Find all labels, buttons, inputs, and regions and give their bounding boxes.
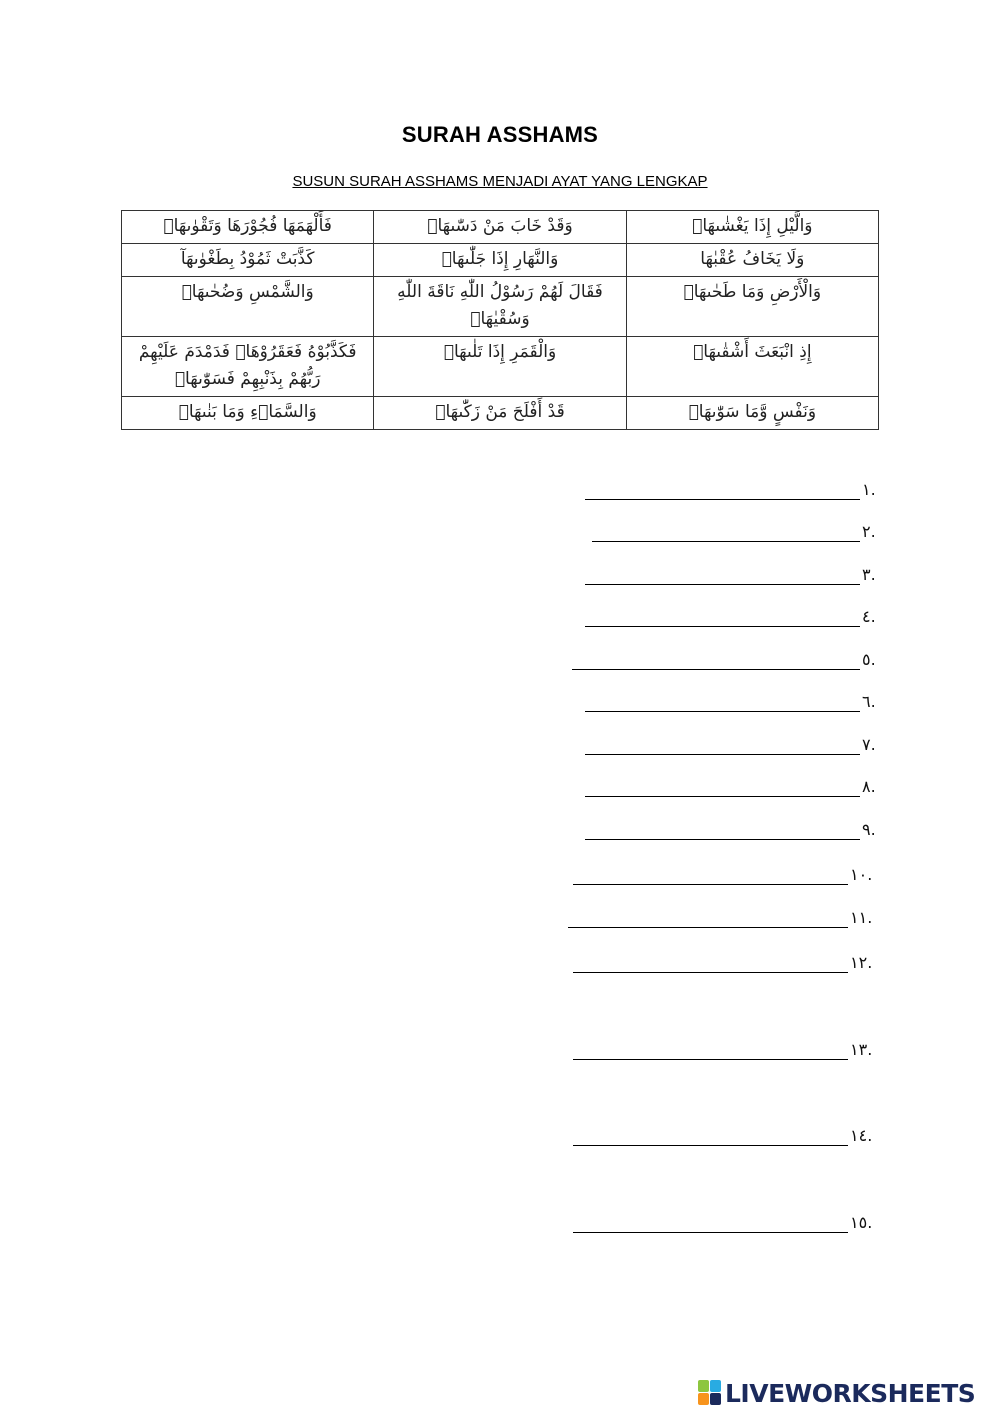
answer-line-5 bbox=[572, 650, 876, 670]
verse-cell[interactable]: وَالْقَمَرِ إِذَا تَلٰىهَاۖ bbox=[374, 337, 626, 397]
verse-cell[interactable]: كَذَّبَتْ ثَمُوْدُ بِطَغْوٰىهَآ bbox=[122, 244, 374, 277]
answer-line-7 bbox=[585, 735, 876, 755]
verse-cell[interactable]: فَأَلْهَمَهَا فُجُوْرَهَا وَتَقْوٰىهَاۖ bbox=[122, 211, 374, 244]
verse-cell[interactable]: وَقَدْ خَابَ مَنْ دَسّٰىهَاۗ bbox=[374, 211, 626, 244]
answer-blank-12[interactable] bbox=[573, 954, 848, 973]
verse-cell[interactable]: قَدْ أَفْلَحَ مَنْ زَكّٰىهَاۖ bbox=[374, 397, 626, 430]
answer-blank-5[interactable] bbox=[572, 651, 860, 670]
answer-blank-13[interactable] bbox=[573, 1041, 848, 1060]
answer-line-10 bbox=[573, 865, 872, 885]
answer-blank-1[interactable] bbox=[585, 481, 860, 500]
verse-cell[interactable]: فَقَالَ لَهُمْ رَسُوْلُ اللّٰهِ نَاقَةَ اللّٰهِ وَسُقْيٰهَاۗ bbox=[374, 277, 626, 337]
answer-line-13 bbox=[573, 1040, 872, 1060]
answer-line-12 bbox=[573, 953, 872, 973]
answer-number: ١. bbox=[862, 480, 876, 499]
instruction-text: SUSUN SURAH ASSHAMS MENJADI AYAT YANG LENGKAP bbox=[292, 173, 708, 190]
answer-blank-11[interactable] bbox=[568, 909, 848, 928]
answer-number: ١٢. bbox=[850, 953, 873, 972]
answer-number: ١١. bbox=[850, 908, 873, 927]
answer-blank-15[interactable] bbox=[573, 1214, 848, 1233]
verse-cell[interactable]: فَكَذَّبُوْهُ فَعَقَرُوْهَاۖ فَدَمْدَمَ عَلَيْهِمْ رَبُّهُمْ بِذَنْبِهِمْ فَسَوّٰىهَاۖ bbox=[122, 337, 374, 397]
answer-number: ٤. bbox=[862, 607, 876, 626]
answer-number: ٥. bbox=[862, 650, 876, 669]
answer-line-1 bbox=[585, 480, 876, 500]
answer-blank-6[interactable] bbox=[585, 693, 860, 712]
answer-line-2 bbox=[592, 522, 876, 542]
answer-number: ٩. bbox=[862, 820, 876, 839]
answer-line-6 bbox=[585, 692, 876, 712]
answer-line-14 bbox=[573, 1126, 872, 1146]
liveworksheets-logo-icon bbox=[698, 1380, 722, 1406]
answer-line-3 bbox=[585, 565, 876, 585]
verse-cell[interactable]: وَالْأَرْضِ وَمَا طَحٰىهَاۖ bbox=[626, 277, 878, 337]
answer-number: ٦. bbox=[862, 692, 876, 711]
page-title: SURAH ASSHAMS bbox=[401, 122, 599, 147]
answer-number: ٣. bbox=[862, 565, 876, 584]
verse-cell[interactable]: وَالَّيْلِ إِذَا يَغْشٰىهَاۖ bbox=[626, 211, 878, 244]
brand-name: LIVEWORKSHEETS bbox=[725, 1378, 976, 1408]
answer-blank-10[interactable] bbox=[573, 866, 848, 885]
answer-line-9 bbox=[585, 820, 876, 840]
answer-blank-14[interactable] bbox=[573, 1127, 848, 1146]
answer-blank-9[interactable] bbox=[585, 821, 860, 840]
answer-blank-7[interactable] bbox=[585, 736, 860, 755]
answer-blank-3[interactable] bbox=[585, 566, 860, 585]
answer-number: ٧. bbox=[862, 735, 876, 754]
answer-blank-4[interactable] bbox=[585, 608, 860, 627]
verse-cell[interactable]: وَنَفْسٍ وَّمَا سَوّٰىهَاۖ bbox=[626, 397, 878, 430]
answer-line-8 bbox=[585, 777, 876, 797]
answer-line-15 bbox=[573, 1213, 872, 1233]
answer-number: ٢. bbox=[862, 522, 876, 541]
answer-line-4 bbox=[585, 607, 876, 627]
verse-cell[interactable]: وَالنَّهَارِ إِذَا جَلّٰىهَاۖ bbox=[374, 244, 626, 277]
answer-number: ١٠. bbox=[850, 865, 873, 884]
verse-cell[interactable]: إِذِ انْبَعَثَ أَشْقٰىهَاۖ bbox=[626, 337, 878, 397]
answer-line-11 bbox=[568, 908, 872, 928]
liveworksheets-logo bbox=[698, 1378, 975, 1408]
verse-cell[interactable]: وَلَا يَخَافُ عُقْبٰهَا bbox=[626, 244, 878, 277]
answer-blank-2[interactable] bbox=[592, 523, 860, 542]
answer-number: ٨. bbox=[862, 777, 876, 796]
answer-blank-8[interactable] bbox=[585, 778, 860, 797]
answer-number: ١٤. bbox=[850, 1126, 873, 1145]
answer-number: ١٥. bbox=[850, 1213, 873, 1232]
answer-number: ١٣. bbox=[850, 1040, 873, 1059]
verse-cell[interactable]: وَالسَّمَاۤءِ وَمَا بَنٰىهَاۖ bbox=[122, 397, 374, 430]
verse-cell[interactable]: وَالشَّمْسِ وَضُحٰىهَاۖ bbox=[122, 277, 374, 337]
